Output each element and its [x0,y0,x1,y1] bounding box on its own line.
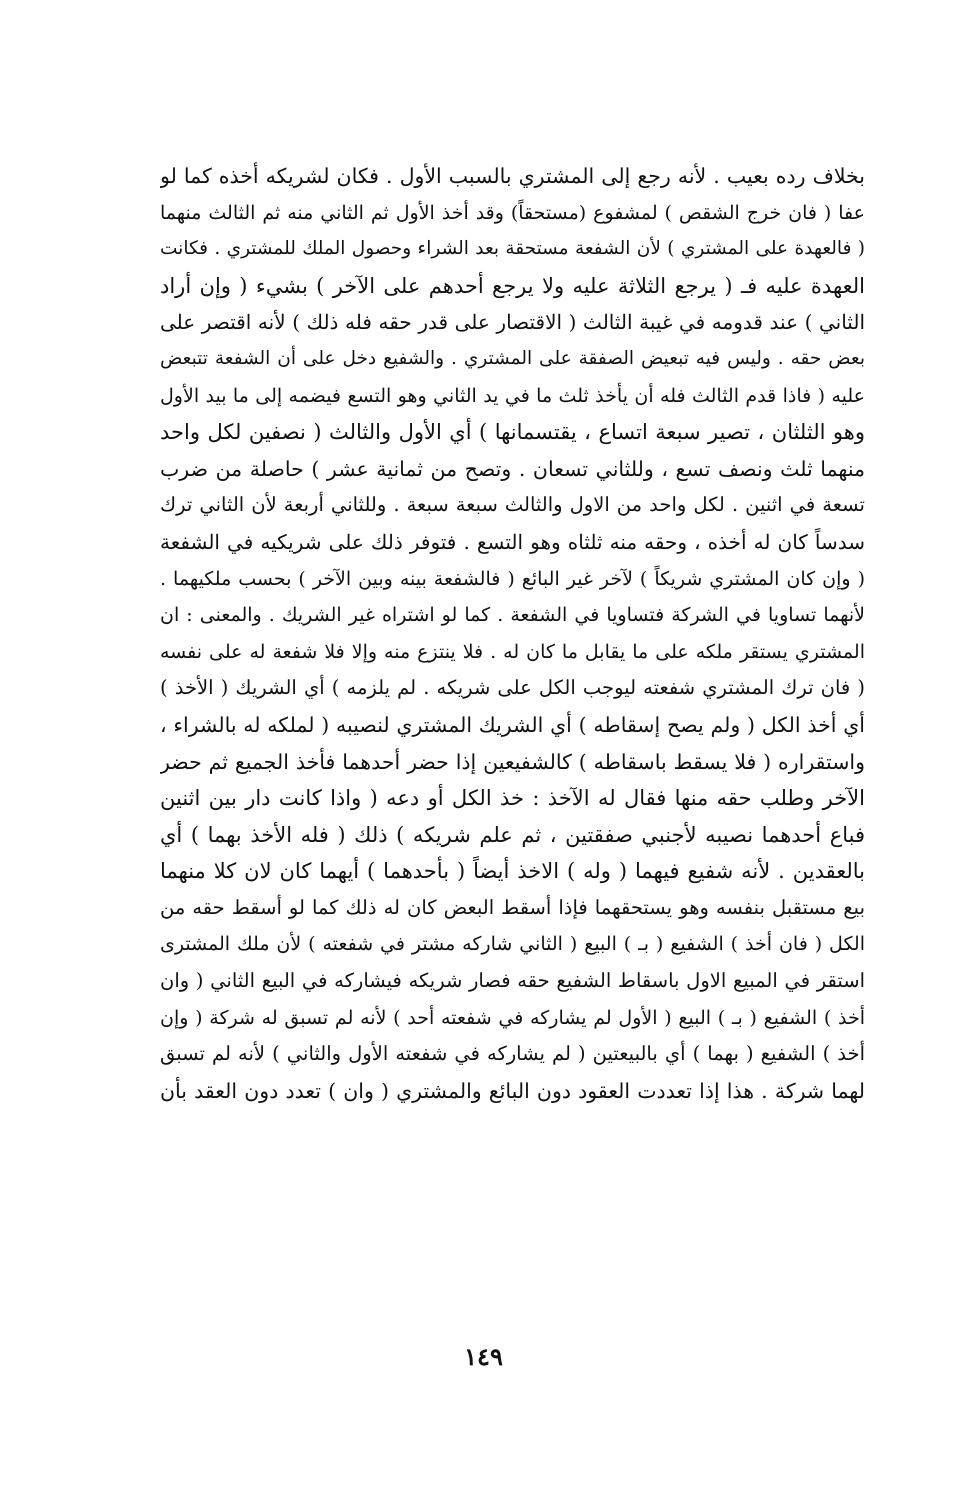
text-line: أخذ ) الشفيع ( بـ ) البيع ( الأول لم يشاركه في شفعته أحد ) لأنه لم تسبق له شركة ( وإن [160,1006,865,1029]
text-line: لهما شركة . هذا إذا تعددت العقود دون البائع والمشتري ( وان ) تعدد دون العقد بأن [160,1078,865,1103]
text-line: عفا ( فان خرج الشقص ) لمشفوع (مستحقاً) وقد أخذ الأول ثم الثاني منه ثم الثالث منهما [160,201,865,224]
text-line: بيع مستقبل بنفسه وهو يستحقهما فإذا أسقط البعض كان له ذلك كما لو أسقط حقه من [160,895,865,919]
page-number: ١٤٩ [464,1342,503,1371]
text-line: ( وإن كان المشتري شريكاً ) لآخر غير البائع ( فالشفعة بينه وبين الآخر ) بحسب ملكيهما . [160,567,865,590]
text-line: بالعقدين . لأنه شفيع فيهما ( وله ) الاخذ أيضاً ( بأحدهما ) أيهما كان لان كلا منهما [160,859,865,884]
text-line: تسعة في اثنين . لكل واحد من الاول والثالث سبعة سبعة . وللثاني أربعة لأن الثاني ترك [160,493,865,517]
text-line: منهما ثلث ونصف تسع ، وللثاني تسعان . وتصح من ثمانية عشر ) حاصلة من ضرب [160,456,865,481]
text-line: بعض حقه . وليس فيه تبعيض الصفقة على المشتري . والشفيع دخل على أن الشفعة تتبعض [160,347,865,369]
text-line: المشتري يستقر ملكه على ما يقابل ما كان له . فلا ينتزع منه وإلا فلا شفعة له على نفسه [160,640,865,663]
text-line: الثاني ) عند قدومه في غيبة الثالث ( الاقتصار على قدر حقه فله ذلك ) لأنه اقتصر على [160,310,865,335]
text-line: عليه ( فاذا قدم الثالث فله أن يأخذ ثلث ما في يد الثاني وهو التسع فيضمه إلى ما بيد الأول [160,384,865,407]
text-line: الآخر وطلب حقه منها فقال له الآخذ : خذ الكل أو دعه ( واذا كانت دار بين اثنين [160,786,865,811]
text-line: أخذ ) الشفيع ( بهما ) أي بالبيعتين ( لم يشاركه في شفعته الأول والثاني ) لأنه لم تسبق [160,1042,865,1066]
text-line: استقر في المبيع الاول باسقاط الشفيع حقه فصار شريكه فيشاركه في البيع الثاني ( وان [160,969,865,993]
text-line: ( فالعهدة على المشتري ) لأن الشفعة مستحقة بعد الشراء وحصول الملك للمشتري . فكانت [160,238,865,260]
text-line: واستقراره ( فلا يسقط باسقاطه ) كالشفيعين إذا حضر أحدهما فأخذ الجميع ثم حضر [160,749,865,774]
text-line: أي أخذ الكل ( ولم يصح إسقاطه ) أي الشريك المشتري لنصيبه ( لملكه له بالشراء ، [160,712,865,737]
text-line: وهو الثلثان ، تصير سبعة اتساع ، يقتسمانها ) أي الأول والثالث ( نصفين لكل واحد [160,420,865,445]
text-line: الكل ( فان أخذ ) الشفيع ( بـ ) البيع ( الثاني شاركه مشتر في شفعته ) لأن ملك المشترى [160,933,865,956]
text-line: سدساً كان له أخذه ، وحقه منه ثلثاه وهو التسع . فتوفر ذلك على شريكيه في الشفعة [160,529,865,554]
text-line: بخلاف رده بعيب . لأنه رجع إلى المشتري بالسبب الأول . فكان لشريكه أخذه كما لو [160,164,865,188]
text-line: العهدة عليه فـ ( يرجع الثلاثة عليه ولا يرجع أحدهم على الآخر ) بشيء ( وإن أراد [160,273,865,298]
text-line: لأنهما تساويا في الشركة فتساويا في الشفعة . كما لو اشتراه غير الشريك . والمعنى : ان [160,604,865,627]
text-line: ( فان ترك المشتري شفعته ليوجب الكل على شريكه . لم يلزمه ) أي الشريك ( الأخذ ) [160,676,865,700]
text-line: فباع أحدهما نصيبه لأجنبي صفقتين ، ثم علم شريكه ) ذلك ( فله الأخذ بهما ) أي [160,822,865,847]
body-text [160,158,865,1109]
